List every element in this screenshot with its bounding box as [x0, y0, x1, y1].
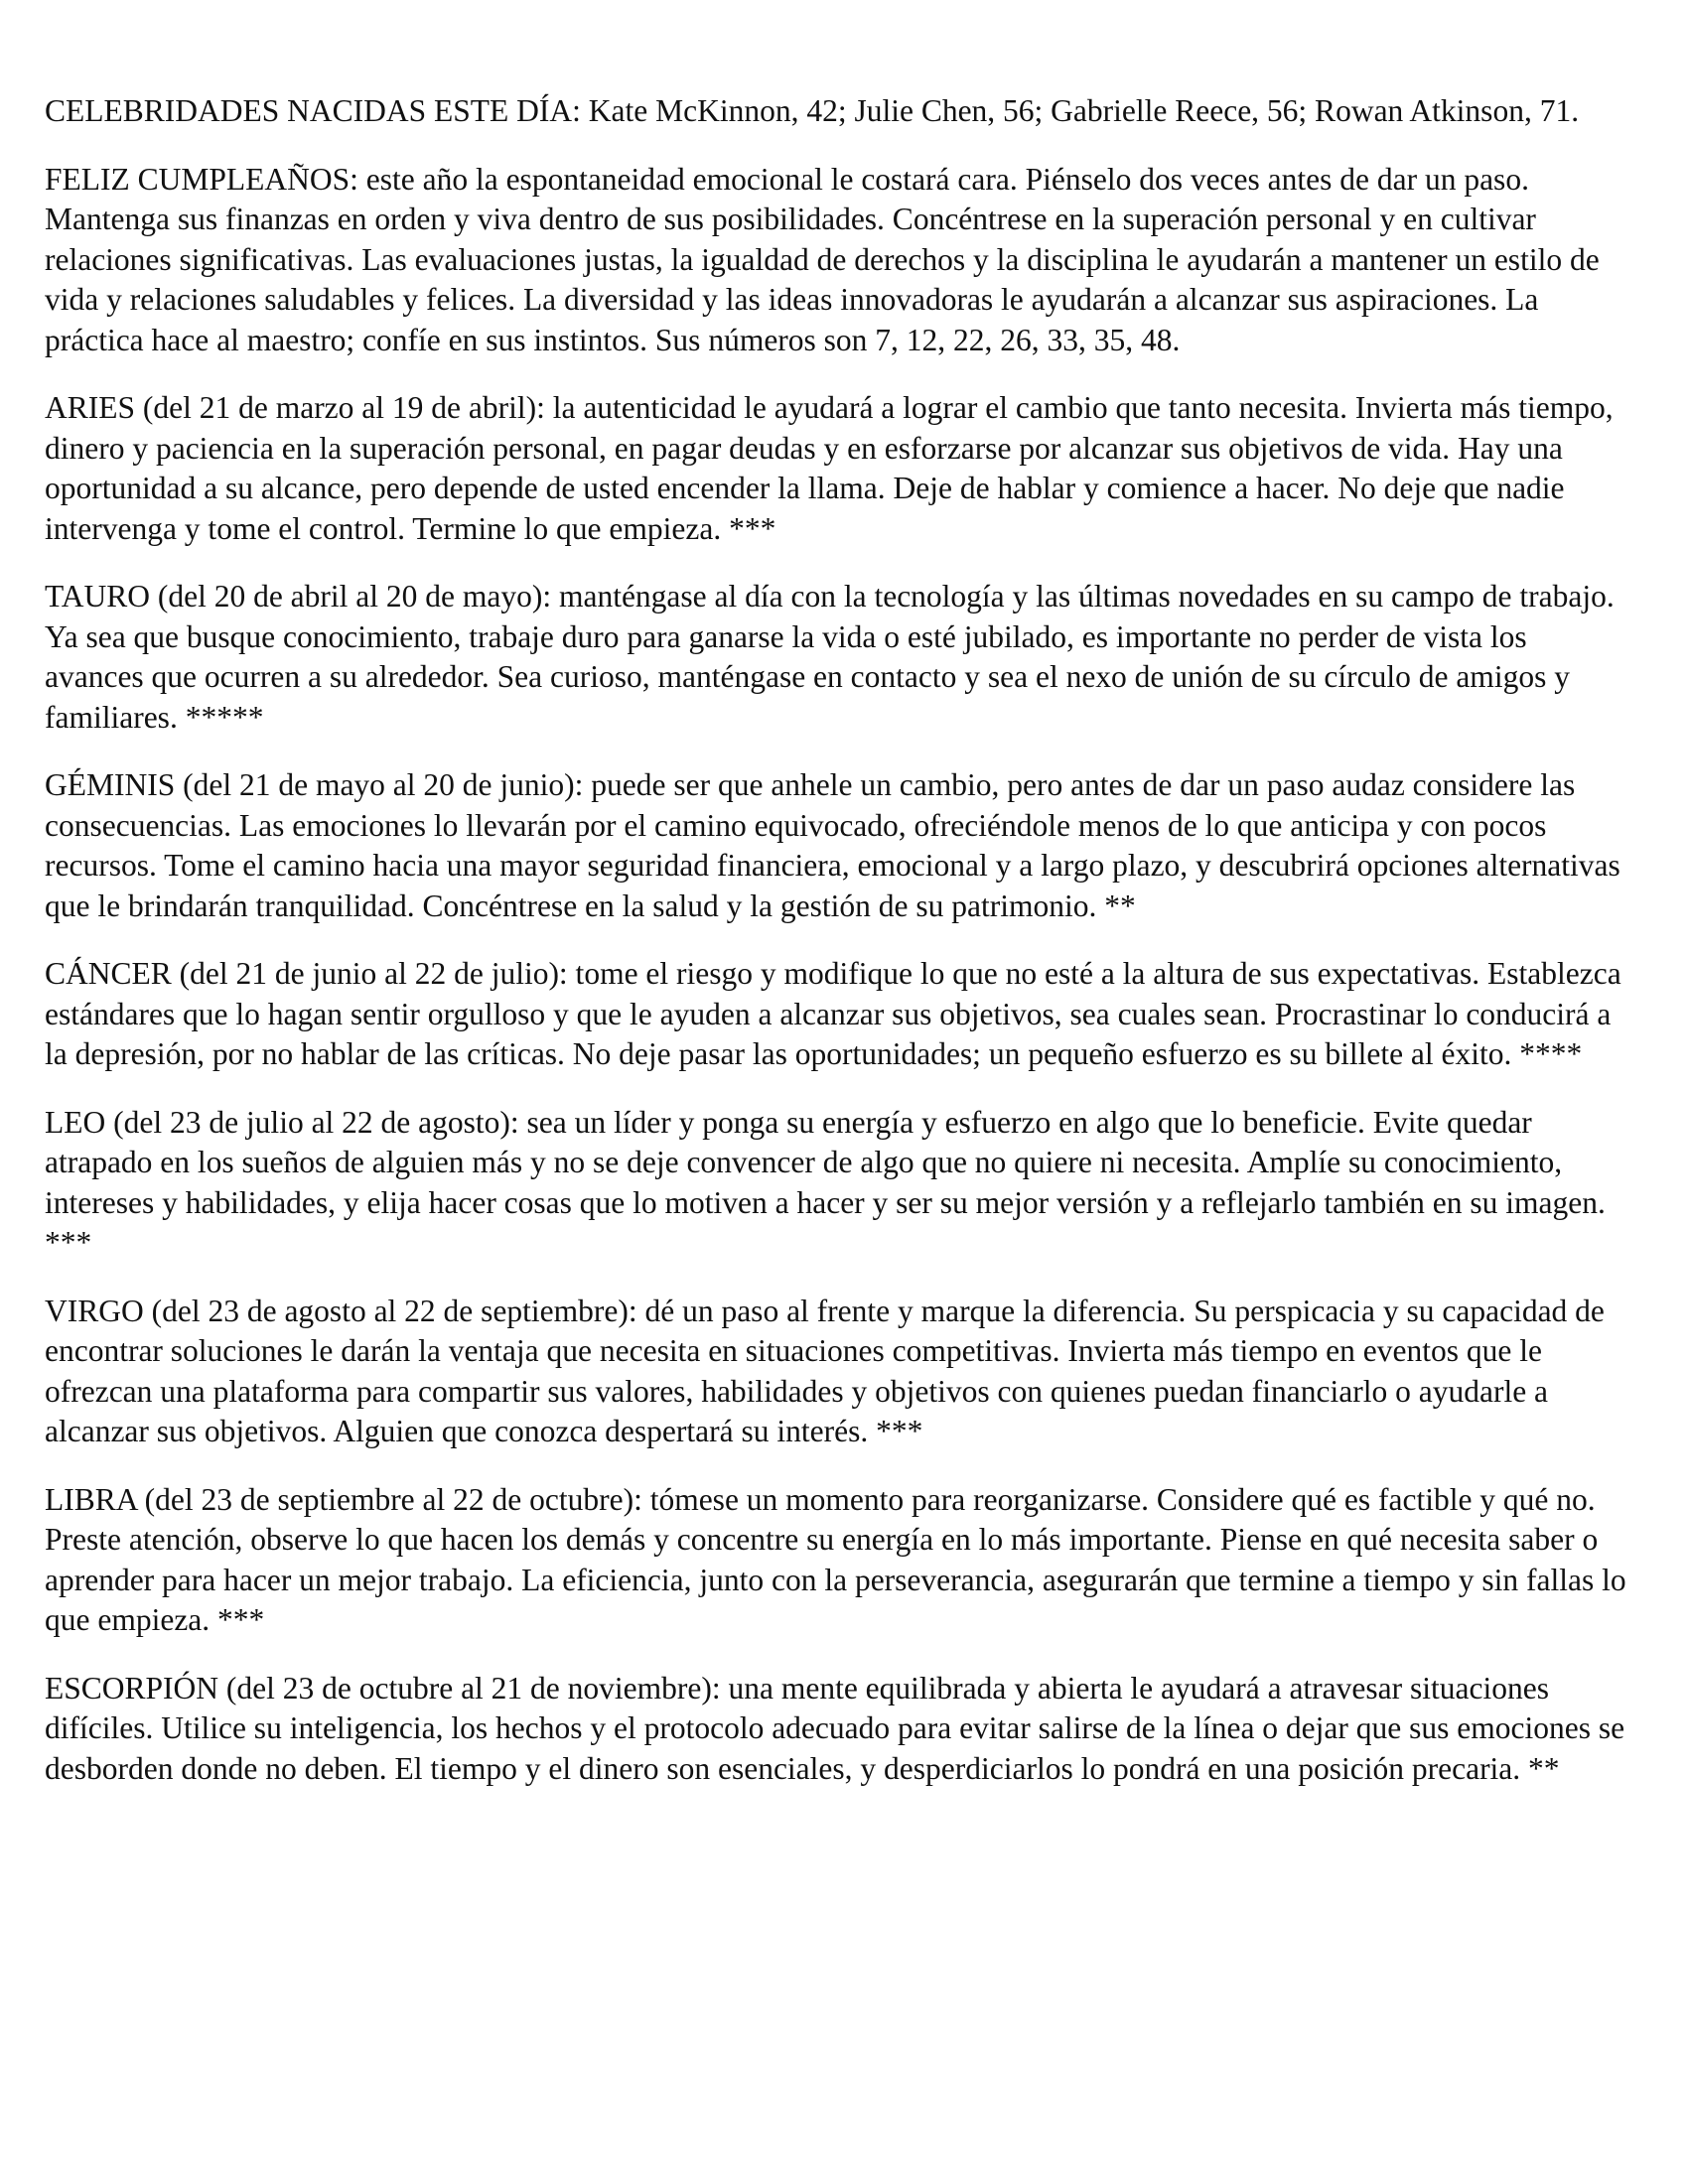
celebrities-paragraph: CELEBRIDADES NACIDAS ESTE DÍA: Kate McKinnon, 42; Julie Chen, 56; Gabrielle Reece, 56; Rowan Atkinson, 71.	[45, 93, 1580, 128]
cancer-paragraph: CÁNCER (del 21 de junio al 22 de julio): tome el riesgo y modifique lo que no esté a la altura de sus expectativas. Establezca estándares que lo hagan sentir orgulloso y que le ayuden a alcanzar sus objetivos, sea cuales sean. Procrastinar lo conducirá a la depresión, por no hablar de las críticas. No deje pasar las oportunidades; un pequeño esfuerzo es su billete al éxito. ****	[45, 956, 1621, 1071]
leo-paragraph: LEO (del 23 de julio al 22 de agosto): sea un líder y ponga su energía y esfuerzo en algo que lo beneficie. Evite quedar atrapado en los sueños de alguien más y no se deje convencer de algo que no quiere ni necesita. Amplíe su conocimiento, intereses y habilidades, y elija hacer cosas que lo motiven a hacer y ser su mejor versión y a reflejarlo también en su imagen. ***	[45, 1104, 1606, 1260]
taurus-paragraph: TAURO (del 20 de abril al 20 de mayo): manténgase al día con la tecnología y las últimas novedades en su campo de trabajo. Ya sea que busque conocimiento, trabaje duro para ganarse la vida o esté jubilado, es importante no perder de vista los avances que ocurren a su alrededor. Sea curioso, manténgase en contacto y sea el nexo de unión de su círculo de amigos y familiares. *****	[45, 579, 1615, 735]
libra-paragraph: LIBRA (del 23 de septiembre al 22 de octubre): tómese un momento para reorganizarse. Considere qué es factible y qué no. Preste atención, observe lo que hacen los demás y concentre su energía en lo más importante. Piense en qué necesita saber o aprender para hacer un mejor trabajo. La eficiencia, junto con la perseverancia, asegurarán que termine a tiempo y sin fallas lo que empieza. ***	[45, 1481, 1626, 1637]
aries-paragraph: ARIES (del 21 de marzo al 19 de abril): la autenticidad le ayudará a lograr el cambio que tanto necesita. Invierta más tiempo, dinero y paciencia en la superación personal, en pagar deudas y en esforzarse por alcanzar sus objetivos de vida. Hay una oportunidad a su alcance, pero depende de usted encender la llama. Deje de hablar y comience a hacer. No deje que nadie intervenga y tome el control. Termine lo que empieza. ***	[45, 390, 1614, 546]
scorpio-paragraph: ESCORPIÓN (del 23 de octubre al 21 de noviembre): una mente equilibrada y abierta le ayudará a atravesar situaciones difíciles. Utilice su inteligencia, los hechos y el protocolo adecuado para evitar salirse de la línea o dejar que sus emociones se desborden donde no deben. El tiempo y el dinero son esenciales, y desperdiciarlos lo pondrá en una posición precaria. **	[45, 1670, 1625, 1786]
virgo-paragraph: VIRGO (del 23 de agosto al 22 de septiembre): dé un paso al frente y marque la diferencia. Su perspicacia y su capacidad de encontrar soluciones le darán la ventaja que necesita en situaciones competitivas. Invierta más tiempo en eventos que le ofrezcan una plataforma para compartir sus valores, habilidades y objetivos con quienes puedan financiarlo o ayudarle a alcanzar sus objetivos. Alguien que conozca despertará su interés. ***	[45, 1293, 1605, 1448]
horoscope-text	[45, 91, 1633, 1817]
gemini-paragraph: GÉMINIS (del 21 de mayo al 20 de junio): puede ser que anhele un cambio, pero antes de dar un paso audaz considere las consecuencias. Las emociones lo llevarán por el camino equivocado, ofreciéndole menos de lo que anticipa y con pocos recursos. Tome el camino hacia una mayor seguridad financiera, emocional y a largo plazo, y descubrirá opciones alternativas que le brindarán tranquilidad. Concéntrese en la salud y la gestión de su patrimonio. **	[45, 767, 1620, 923]
birthday-paragraph: FELIZ CUMPLEAÑOS: este año la espontaneidad emocional le costará cara. Piénselo dos veces antes de dar un paso. Mantenga sus finanzas en orden y viva dentro de sus posibilidades. Concéntrese en la superación personal y en cultivar relaciones significativas. Las evaluaciones justas, la igualdad de derechos y la disciplina le ayudarán a mantener un estilo de vida y relaciones saludables y felices. La diversidad y las ideas innovadoras le ayudarán a alcanzar sus aspiraciones. La práctica hace al maestro; confíe en sus instintos. Sus números son 7, 12, 22, 26, 33, 35, 48.	[45, 161, 1600, 357]
